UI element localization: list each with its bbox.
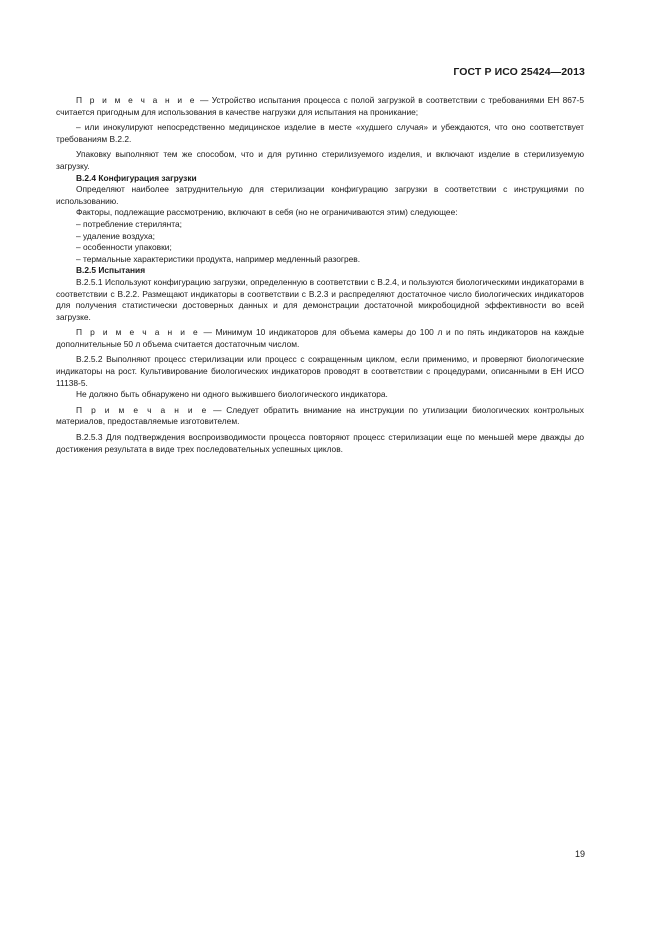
list-item: – потребление стерилянта; [76, 218, 182, 229]
paragraph-b252: В.2.5.2 Выполняют процесс стерилизации или процесс с сокращенным циклом, если применимо, и проверяют биологические индикаторы на рост. Культивирование биологических индикаторов проводят в соответствии с процедурами, описанными в ЕН ИСО 11138-5. [56, 354, 584, 388]
note-label: П р и м е ч а н и е [76, 404, 209, 415]
note-2-text: — Минимум 10 индикаторов для объема камеры до 100 л и по пять индикаторов на каждые дополнительные 50 л объема считается достаточным числом. [56, 327, 585, 349]
note-label: П р и м е ч а н и е [76, 327, 200, 338]
document-body [56, 95, 584, 455]
list-item: – удаление воздуха; [76, 230, 155, 241]
list-item: – особенности упаковки; [76, 242, 172, 253]
note-paragraph-3 [56, 405, 584, 428]
paragraph-no-survivors: Не должно быть обнаружено ни одного выжившего биологического индикатора. [76, 389, 388, 400]
paragraph-b251: В.2.5.1 Используют конфигурацию загрузки, определенную в соответствии с В.2.4, и пользуются биологическими индикаторами в соответствии с В.2.2. Размещают индикаторы в соответствии с В.2.3 и распределяют достаточное число биологических индикаторов для получения статистически достоверных данных и для демонстрации достаточной микробоцидной эффективности во всей загрузке. [56, 276, 584, 322]
list-item: – термальные характеристики продукта, например медленный разогрев. [76, 253, 361, 264]
note-label: П р и м е ч а н и е [76, 95, 197, 105]
paragraph-packaging: Упаковку выполняют тем же способом, что и для рутинно стерилизуемого изделия, и включают изделие в стерилизуемую загрузку. [56, 149, 584, 171]
section-heading-b25: В.2.5 Испытания [76, 265, 146, 276]
paragraph-inoculate: – или инокулируют непосредственно медицинское изделие в месте «худшего случая» и убеждаются, что оно соответствует требованиям В.2.2. [56, 122, 584, 144]
paragraph-factors: Факторы, подлежащие рассмотрению, включают в себя (но не ограничиваются этим) следующее: [76, 207, 458, 218]
paragraph-b253: В.2.5.3 Для подтверждения воспроизводимости процесса повторяют процесс стерилизации еще по меньшей мере дважды до достижения результата в виде трех последовательных успешных циклов. [56, 432, 584, 454]
page-number: 19 [574, 849, 585, 859]
note-paragraph-2 [56, 327, 584, 350]
note-3-text: — Следует обратить внимание на инструкции по утилизации биологических контрольных материалов, предоставляемые изготовителем. [56, 404, 584, 427]
section-heading-b24: В.2.4 Конфигурация загрузки [76, 172, 197, 183]
document-id: ГОСТ Р ИСО 25424—2013 [453, 66, 585, 78]
note-1-text: — Устройство испытания процесса с полой загрузкой в соответствии с требованиями ЕН 867-5 считается пригодным для использования в качестве нагрузки для испытания на проникание; [56, 95, 585, 117]
note-paragraph-1 [56, 95, 584, 118]
paragraph-load-config: Определяют наиболее затруднительную для стерилизации конфигурацию загрузки в соответствии с инструкциями по использованию. [56, 184, 584, 206]
